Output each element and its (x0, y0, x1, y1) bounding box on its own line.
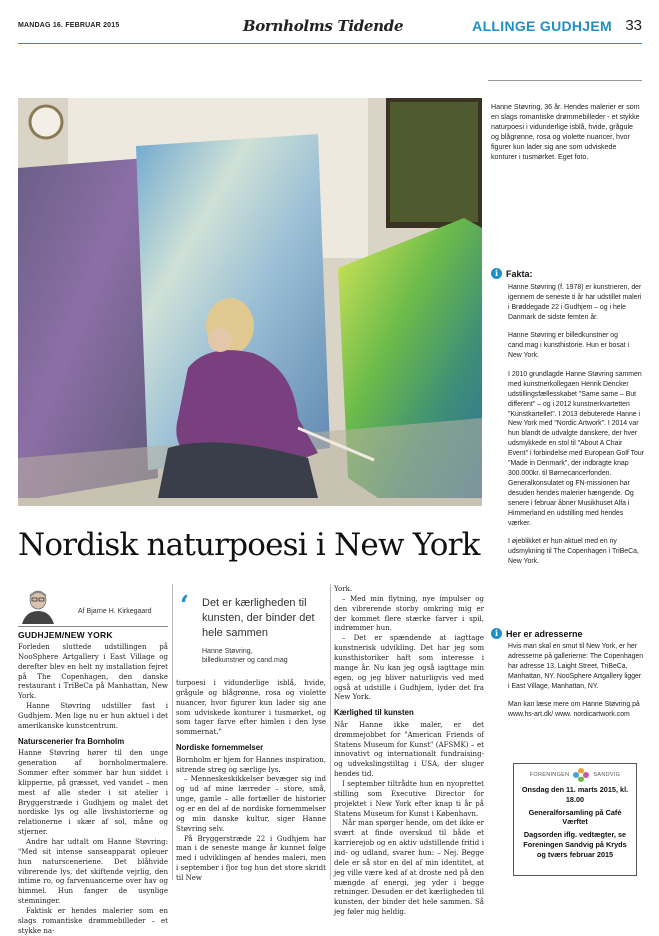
article-column-3 (334, 584, 484, 917)
issue-date: MANDAG 16. FEBRUAR 2015 (18, 22, 120, 29)
article-paragraph: – Menneskeskikkelser bevæger sig ind og ud af mine lærreder – store, små, unge, gamle – alle fortæller de historier og er en del af de nordiske fornemmelser og min danske kultur, siger Hanne Støvring selv. (176, 774, 326, 833)
quote-text: Det er kærligheden til kunsten, der binder det hele sammen (202, 597, 315, 639)
adresser-paragraph: Hvis man skal en smut til New York, er her adresserne på gallerierne: The Copenhagen har adresse 13, Laight Street, TriBeCa, Manhattan, NY. NooSphere Artgallery ligger i East Village, Manhattan, NY. (508, 643, 644, 690)
article-paragraph: I september tiltrådte hun en nyoprettet stilling som Executive Director for projektet i New York efter knap ti år på Statens Museum for Kunst i København. (334, 778, 484, 818)
subheading: Kærlighed til kunsten (334, 708, 414, 718)
article-photo (18, 98, 482, 506)
headline: Nordisk naturpoesi i New York (18, 527, 480, 563)
dateline: GUDHJEM/NEW YORK (18, 630, 113, 640)
page-number: 33 (625, 17, 642, 34)
subheading: Naturscenerier fra Bornholm (18, 736, 125, 746)
adresser-heading (491, 628, 583, 639)
quote-author: Hanne Støvring, (202, 647, 253, 655)
quote-attribution (202, 647, 326, 667)
article-paragraph: Andre har udtalt om Hanne Støvring: "Med sit intense sanseapparat opleuer hun natursceneriene. Det blåhvide vibrerende lys, det skiftende vejrlig, den intime ro, og farvenuancerne over hav og himmel. Hun fanger de usynlige stemninger. (18, 836, 168, 906)
ad-logo (514, 767, 636, 783)
column-divider (172, 584, 173, 880)
adresser-title: Her er adresserne (506, 628, 583, 639)
fakta-paragraph: Hanne Støvring (f. 1978) er kunstneren, der igennem de seneste ti år har udstillet maleri i Brøddegade 22 i Gudhjem – og i hele Danmark de sidste femten år. (508, 284, 642, 321)
info-icon: i (491, 268, 502, 279)
article-paragraph: Hanne Støvring udstiller fast i Gudhjem. Men lige nu er hun aktuel i det amerikanske kunstcentrum. (18, 701, 168, 730)
ad-line: Dagsorden iflg. vedtægter, se Foreningen Sandvig på Kryds og tværs februar 2015 (523, 830, 627, 859)
article-paragraph: Bornholm er hjem for Hannes inspiration, sitrende streg og særlige lys. (176, 754, 326, 774)
section-title: ALLINGE GUDHJEM (472, 18, 612, 34)
subheading: Nordiske fornemmelser (176, 743, 264, 753)
article-column-2 (176, 678, 326, 883)
adresser-paragraph: Man kan læse mere om Hanne Støvring på www.hs-art.dk/ www. nordicartwork.com (508, 701, 640, 719)
byline (18, 584, 168, 626)
article-column-1 (18, 630, 168, 936)
article-paragraph: – Det er spændende at iagttage kunstnerisk udvikling. Det har jeg som kunsthistoriker haft som interesse i mange år. Nu kan jeg også iagttage min egen, og jeg bliver naturligvis ved med også at udstille i Gudhjem, lyder det fra New York. (334, 633, 484, 702)
photo-caption: Hanne Støvring, 36 år. Hendes malerier er som en slags romantiske drømmebilleder - et stykke naturpoesi i vidunderlige isblå, hvide, grågule og blågrønne, rosa og violette nuancer, hvor figurer kun lader sig ane som udviskede konturer i tusmørket. Eget foto. (491, 103, 640, 162)
fakta-paragraph: I øjeblikket er hun aktuel med en ny udsmykning til The Copenhagen i TriBeCa, New York. (508, 538, 639, 566)
ad-text (514, 783, 636, 859)
article-paragraph: turpoesi i vidunderlige isblå, hvide, grågule og blågrønne, rosa og violette nuancer, hvor figurer kun lader sig ane som udviskede konturer i tusmørket, og som tager farve efter himlen i den lyse sommernat." (176, 678, 326, 737)
article-paragraph: På Bryggerstræde 22 i Gudhjem har man i de seneste mange år kunnet følge med i udviklingen af hendes maleri, men i september i fjor tog hun det store skridt til New (176, 833, 326, 882)
adresser-body (508, 642, 644, 729)
fakta-paragraph: Hanne Støvring er billedkunstner og cand.mag i kunsthistorie. Hun er bosat i New York. (508, 332, 630, 360)
column-divider (330, 584, 331, 880)
ad-logo-left: FORENINGEN (529, 772, 570, 778)
ad-line: Generalforsamling på Café Værftet (528, 807, 622, 827)
painting-photo-icon (18, 98, 482, 506)
sidebar-top-rule (488, 80, 642, 81)
newspaper-logo: Bornholms Tidende (242, 17, 404, 35)
masthead-rule (18, 43, 642, 44)
fakta-heading (491, 268, 533, 279)
fakta-body (508, 283, 644, 576)
author-avatar-icon (18, 584, 58, 624)
fakta-title: Fakta: (506, 268, 533, 279)
ad-line: Onsdag den 11. marts 2015, kl. 18.00 (521, 785, 629, 804)
quote-author-title: billedkunstner og cand.mag (202, 657, 288, 665)
info-icon: i (491, 628, 502, 639)
article-paragraph: Faktisk er hendes malerier som en slags romantiske drømmebilleder – et stykke na- (18, 906, 168, 935)
article-paragraph: Hanne Støvring hører til den unge generation af bornholmermalere. Sommer efter sommer har hun siddet i klipperne, på græsset, ved vandet – men mest af alle steder i sit atelier i Bryggerstræde i Gudhjem og malet det nordiske lys og alle livshistorierne og relationerne i skær af sol, måne og stjerner. (18, 748, 168, 837)
quote-icon: ‘ (180, 591, 190, 621)
advertisement (513, 763, 637, 876)
fakta-paragraph: I 2010 grundlagde Hanne Støvring sammen med kunstnerkollegaen Henrik Dencker udstillingsfællesskabet "Same same – But different" – og i 2012 kunstnerkvartetten "Kunstkartellet". I 2013 debuterede Hanne i New York med "Nordic Artwork". I 2014 var hun blandt de udvalgte danskere, der hver udsmykkede en stol til "About A Chair Event" i forbindelse med European Golf Tour "Made in Denmark", der indbragte knap 300.000kr. til Børnecancerfonden. Generalkonsulatet og FN-missionen har desuden hendes malerier hængende. Og senere i februar åbner Musikhuset Alfa i Himmerland en udstilling med hendes værker. (508, 370, 644, 527)
article-paragraph: Når man spørger hende, om det ikke er svært at finde overskud til både et karrierejob og en aktiv udstillende fritid i ind- og udland, svarer hun: – Nej. Begge dele er så stor en del af min identitet, at jeg ville være ked af at droste ned på den mængde af energi, jeg yder i begge retninger. Desuden er det kærligheden til kunsten, der binder det hele sammen. Så jeg føler mig heldig. (334, 818, 484, 917)
author-name: Af Bjarne H. Kirkegaard (78, 608, 152, 615)
article-paragraph: – Med min flytning, nye impulser og den vibrerende storby omkring mig er der kommet flere stærke farver i spil, indrømmer hun. (334, 593, 484, 633)
pull-quote (180, 591, 326, 666)
article-paragraph: Forleden sluttede udstillingen på NooSphere Artgallery i East Village og derefter blev en helt ny installation fejret på The Copenhagen, den danske restaurant i TriBeCa på Manhattan, New York. (18, 642, 168, 701)
byline-rule (18, 626, 168, 627)
flower-logo-icon (572, 767, 590, 783)
ad-logo-right: SANDVIG (593, 772, 621, 778)
article-paragraph: York. (334, 584, 353, 593)
article-paragraph: Når Hanne ikke maler, er det drømmejobbet for "American Friends of Statens Museum for Kunst" (AFSMK) – et innovativt og internationalt fundraising- og udvekslingstiltag i USA, der sluger hendes tid. (334, 719, 484, 779)
